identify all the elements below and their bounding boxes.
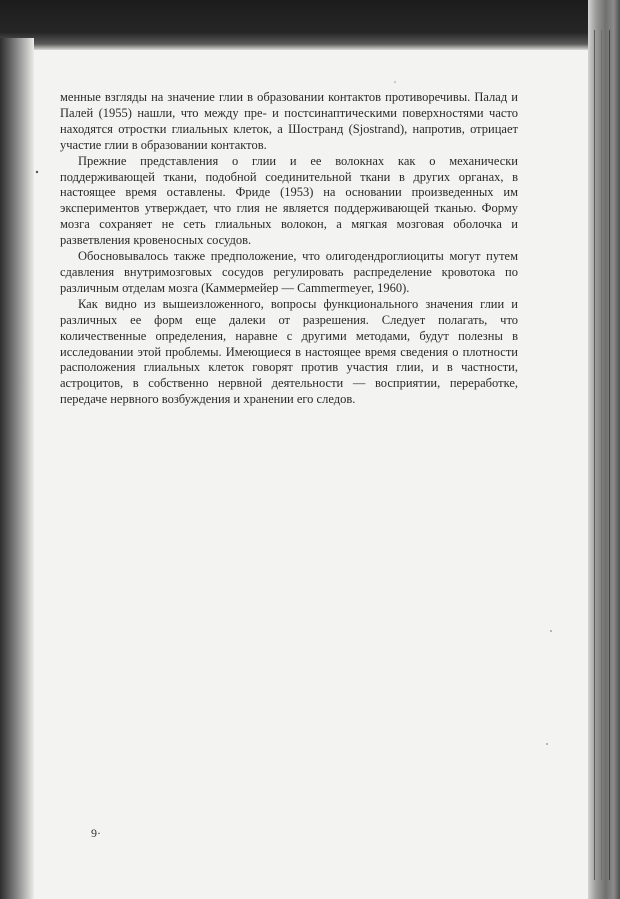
paragraph-3: Обосновывалось также предположение, что олигодендроглиоциты могут путем сдавления внутримозговых сосудов регулировать распределение кровотока по различным отделам мозга (Каммермейер — Cammermeyer, 1960). (60, 249, 518, 295)
speck (36, 171, 38, 173)
speck (394, 81, 396, 83)
right-page-edge (588, 0, 620, 899)
body-text (60, 90, 518, 408)
speck (550, 630, 552, 632)
paragraph-4: Как видно из вышеизложенного, вопросы функционального значения глии и различных ее форм еще далеки от разрешения. Следует полагать, что количественные определения, наравне с другими методами, будут полезны в исследовании этой проблемы. Имеющиеся в настоящее время сведения о плотности расположения глиальных клеток говорят против участия глии, и в частности, астроцитов, в собственно нервной деятельности — восприятии, переработке, передаче нервного возбуждения и хранении его следов. (60, 296, 518, 407)
left-page-edge (0, 38, 34, 899)
page-stack-line (609, 30, 610, 880)
speck (546, 743, 548, 745)
page-stack-line (594, 30, 595, 880)
paragraph-2: Прежние представления о глии и ее волокнах как о механически поддерживающей ткани, подобной соединительной ткани в других органах, в настоящее время оставлены. Фриде (1953) на основании произведенных им экспериментов утверждает, что глия не является поддерживающей тканью. Форму мозга сохраняет не сеть глиальных волокон, а мягкая мозговая оболочка и разветвления кровеносных сосудов. (60, 153, 518, 248)
page-stack-line (601, 30, 602, 880)
top-scan-shadow (0, 0, 620, 50)
page-number: 9· (91, 826, 101, 840)
paragraph-1: менные взгляды на значение глии в образовании контактов противоречивы. Палад и Палей (1955) нашли, что между пре- и постсинаптическими поверхностями часто находятся отростки глиальных клеток, а Шостранд (Sjostrand), напротив, отрицает участие глии в образовании контактов. (60, 90, 518, 152)
